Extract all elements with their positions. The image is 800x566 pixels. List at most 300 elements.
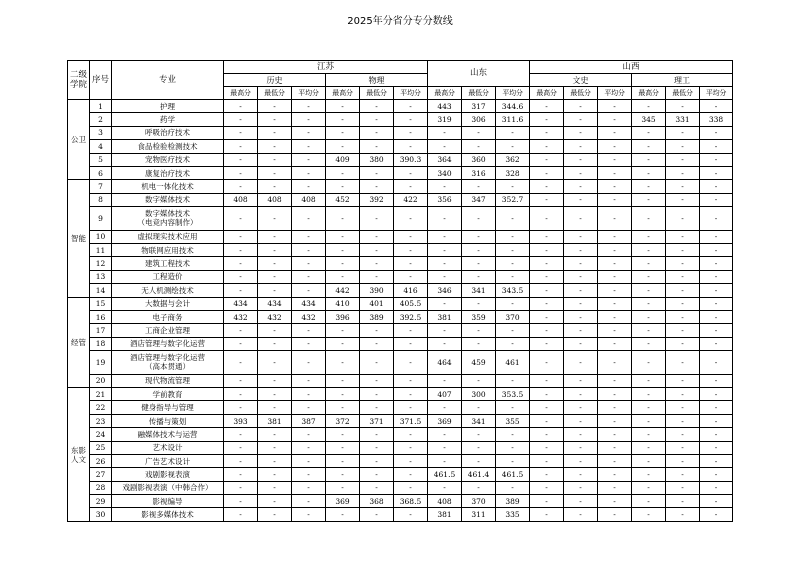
score-cell: - [462, 481, 496, 494]
score-cell: - [564, 388, 598, 401]
score-cell: - [666, 495, 700, 508]
score-cell: - [700, 180, 733, 193]
college-header: 二级 学院 [68, 61, 90, 100]
score-cell: - [666, 284, 700, 297]
score-cell: - [564, 166, 598, 179]
score-cell: - [224, 401, 258, 414]
score-cell: 405.5 [394, 297, 428, 310]
score-cell: - [360, 126, 394, 139]
score-cell: - [292, 374, 326, 387]
score-cell: - [292, 207, 326, 231]
score-cell: - [258, 454, 292, 467]
seq-cell: 4 [90, 140, 112, 153]
score-cell: - [394, 270, 428, 283]
major-cell: 数字媒体技术 [112, 193, 224, 206]
score-cell: 392 [360, 193, 394, 206]
score-cell: - [326, 140, 360, 153]
score-cell: - [700, 153, 733, 166]
major-cell: 大数据与会计 [112, 297, 224, 310]
score-cell: - [666, 153, 700, 166]
score-cell: - [598, 310, 632, 323]
metric-header: 平均分 [598, 87, 632, 100]
score-cell: - [564, 257, 598, 270]
seq-cell: 18 [90, 337, 112, 350]
score-cell: - [224, 481, 258, 494]
score-cell: - [666, 454, 700, 467]
metric-header: 最低分 [666, 87, 700, 100]
score-cell: 381 [258, 414, 292, 427]
score-cell: - [496, 230, 530, 243]
score-cell: - [258, 270, 292, 283]
score-cell: - [224, 100, 258, 113]
score-cell: - [666, 126, 700, 139]
score-cell: - [428, 270, 462, 283]
major-cell: 学前教育 [112, 388, 224, 401]
score-cell: - [292, 244, 326, 257]
table-row [68, 140, 733, 153]
score-cell: - [258, 257, 292, 270]
score-cell: - [224, 495, 258, 508]
score-cell: - [700, 441, 733, 454]
score-cell: - [394, 441, 428, 454]
score-cell: 370 [462, 495, 496, 508]
table-row [68, 126, 733, 139]
score-cell: - [394, 401, 428, 414]
score-cell: 338 [700, 113, 733, 126]
metric-header: 平均分 [496, 87, 530, 100]
score-cell: - [564, 270, 598, 283]
score-cell: - [292, 324, 326, 337]
score-cell: - [700, 284, 733, 297]
metric-header: 最高分 [224, 87, 258, 100]
score-cell: - [224, 230, 258, 243]
score-cell: - [428, 481, 462, 494]
table-row [68, 297, 733, 310]
score-cell: - [666, 230, 700, 243]
score-cell: - [598, 257, 632, 270]
score-cell: - [326, 207, 360, 231]
score-cell: 341 [462, 284, 496, 297]
score-cell: - [224, 140, 258, 153]
score-cell: - [666, 414, 700, 427]
score-cell: 409 [326, 153, 360, 166]
table-row [68, 388, 733, 401]
score-cell: - [428, 207, 462, 231]
score-cell: - [632, 468, 666, 481]
subject-group-header: 物理 [326, 74, 428, 87]
score-cell: - [394, 230, 428, 243]
table-row [68, 180, 733, 193]
score-cell: - [258, 495, 292, 508]
score-cell: - [224, 374, 258, 387]
table-row [68, 414, 733, 427]
score-cell: - [666, 468, 700, 481]
score-cell: - [598, 414, 632, 427]
score-cell: 356 [428, 193, 462, 206]
score-cell: - [700, 428, 733, 441]
score-cell: 422 [394, 193, 428, 206]
score-cell: - [258, 153, 292, 166]
seq-cell: 1 [90, 100, 112, 113]
score-cell: - [700, 230, 733, 243]
subject-group-header: 文史 [530, 74, 632, 87]
college-cell: 经管 [68, 297, 90, 388]
major-cell: 工程造价 [112, 270, 224, 283]
score-cell: 390.3 [394, 153, 428, 166]
score-cell: - [292, 126, 326, 139]
major-cell: 酒店管理与数字化运营 [112, 337, 224, 350]
score-cell: - [360, 113, 394, 126]
score-cell: - [564, 230, 598, 243]
score-cell: - [360, 244, 394, 257]
score-cell: - [496, 374, 530, 387]
score-cell: 392.5 [394, 310, 428, 323]
score-cell: - [292, 100, 326, 113]
score-cell: - [224, 244, 258, 257]
table-row [68, 284, 733, 297]
score-cell: - [224, 207, 258, 231]
score-cell: 434 [258, 297, 292, 310]
score-cell: - [564, 244, 598, 257]
major-cell: 戏剧影视表演（中韩合作） [112, 481, 224, 494]
major-cell: 影视多媒体技术 [112, 508, 224, 522]
score-cell: - [326, 270, 360, 283]
seq-cell: 6 [90, 166, 112, 179]
score-cell: - [598, 297, 632, 310]
score-cell: - [530, 100, 564, 113]
score-cell: 306 [462, 113, 496, 126]
major-cell: 现代物流管理 [112, 374, 224, 387]
score-cell: - [530, 388, 564, 401]
score-cell: - [564, 153, 598, 166]
major-cell: 药学 [112, 113, 224, 126]
score-cell: - [632, 126, 666, 139]
score-cell: - [428, 230, 462, 243]
score-cell: - [462, 244, 496, 257]
seq-cell: 26 [90, 454, 112, 467]
score-cell: - [428, 374, 462, 387]
score-cell: - [292, 257, 326, 270]
major-header: 专业 [112, 61, 224, 100]
score-cell: 372 [326, 414, 360, 427]
major-cell: 戏剧影视表演 [112, 468, 224, 481]
score-cell: - [258, 126, 292, 139]
score-cell: - [360, 166, 394, 179]
score-cell: 362 [496, 153, 530, 166]
score-cell: - [462, 454, 496, 467]
score-cell: - [326, 468, 360, 481]
score-cell: - [632, 388, 666, 401]
score-cell: 368.5 [394, 495, 428, 508]
metric-header: 平均分 [292, 87, 326, 100]
score-cell: 352.7 [496, 193, 530, 206]
seq-cell: 23 [90, 414, 112, 427]
score-cell: - [564, 324, 598, 337]
score-cell: 416 [394, 284, 428, 297]
table-row [68, 230, 733, 243]
score-cell: 369 [326, 495, 360, 508]
score-cell: - [428, 257, 462, 270]
score-cell: - [428, 324, 462, 337]
table-row [68, 441, 733, 454]
score-cell: 371 [360, 414, 394, 427]
score-cell: - [360, 441, 394, 454]
table-row [68, 257, 733, 270]
major-cell: 数字媒体技术 （电竞内容制作） [112, 207, 224, 231]
score-cell: - [564, 508, 598, 522]
score-cell: - [700, 126, 733, 139]
score-cell: - [496, 324, 530, 337]
score-cell: - [326, 388, 360, 401]
score-cell: 389 [360, 310, 394, 323]
table-row [68, 374, 733, 387]
score-cell: - [632, 257, 666, 270]
score-cell: - [530, 140, 564, 153]
score-cell: - [496, 454, 530, 467]
score-cell: 408 [292, 193, 326, 206]
score-cell: - [666, 100, 700, 113]
table-row [68, 401, 733, 414]
score-cell: - [700, 100, 733, 113]
score-cell: - [326, 126, 360, 139]
score-cell: 393 [224, 414, 258, 427]
score-cell: - [700, 257, 733, 270]
table-row [68, 495, 733, 508]
major-cell: 食品检验检测技术 [112, 140, 224, 153]
score-cell: - [394, 454, 428, 467]
score-cell: - [564, 401, 598, 414]
major-cell: 呼吸治疗技术 [112, 126, 224, 139]
score-cell: - [326, 113, 360, 126]
major-cell: 建筑工程技术 [112, 257, 224, 270]
score-cell: - [292, 454, 326, 467]
score-cell: - [292, 270, 326, 283]
score-cell: - [632, 166, 666, 179]
table-row [68, 244, 733, 257]
score-cell: - [632, 207, 666, 231]
score-cell: 346 [428, 284, 462, 297]
score-cell: - [394, 113, 428, 126]
seq-cell: 13 [90, 270, 112, 283]
score-cell: - [632, 244, 666, 257]
seq-cell: 9 [90, 207, 112, 231]
seq-cell: 25 [90, 441, 112, 454]
score-cell: - [598, 100, 632, 113]
score-cell: - [428, 126, 462, 139]
score-cell: - [564, 126, 598, 139]
score-cell: - [496, 126, 530, 139]
score-cell: - [700, 454, 733, 467]
seq-cell: 8 [90, 193, 112, 206]
score-cell: - [224, 324, 258, 337]
score-cell: - [394, 374, 428, 387]
table-row [68, 454, 733, 467]
score-cell: - [598, 454, 632, 467]
score-cell: 360 [462, 153, 496, 166]
metric-header: 最低分 [258, 87, 292, 100]
score-cell: - [666, 244, 700, 257]
score-cell: 432 [224, 310, 258, 323]
score-cell: - [292, 508, 326, 522]
score-cell: - [700, 193, 733, 206]
seq-cell: 2 [90, 113, 112, 126]
table-row [68, 337, 733, 350]
score-cell: - [700, 374, 733, 387]
score-cell: - [258, 284, 292, 297]
score-cell: - [700, 207, 733, 231]
score-cell: - [632, 414, 666, 427]
score-cell: 410 [326, 297, 360, 310]
score-cell: 387 [292, 414, 326, 427]
score-cell: - [360, 468, 394, 481]
score-cell: - [292, 351, 326, 375]
score-cell: - [258, 166, 292, 179]
score-cell: - [564, 140, 598, 153]
major-cell: 康复治疗技术 [112, 166, 224, 179]
score-cell: - [598, 401, 632, 414]
score-cell: - [258, 180, 292, 193]
major-cell: 物联网应用技术 [112, 244, 224, 257]
score-cell: - [326, 244, 360, 257]
score-cell: - [292, 113, 326, 126]
score-cell: - [326, 230, 360, 243]
score-cell: - [258, 468, 292, 481]
seq-cell: 15 [90, 297, 112, 310]
score-cell: - [530, 113, 564, 126]
major-cell: 传播与策划 [112, 414, 224, 427]
major-cell: 健身指导与管理 [112, 401, 224, 414]
score-cell: - [258, 428, 292, 441]
score-cell: 461.5 [428, 468, 462, 481]
score-cell: - [394, 166, 428, 179]
score-cell: - [564, 454, 598, 467]
score-cell: - [394, 100, 428, 113]
major-cell: 虚拟现实技术应用 [112, 230, 224, 243]
score-cell: - [564, 414, 598, 427]
score-cell: - [394, 337, 428, 350]
major-cell: 工商企业管理 [112, 324, 224, 337]
score-cell: - [700, 166, 733, 179]
score-cell: - [666, 441, 700, 454]
score-cell: 364 [428, 153, 462, 166]
table-row [68, 324, 733, 337]
score-cell: - [666, 310, 700, 323]
score-cell: - [496, 180, 530, 193]
seq-cell: 11 [90, 244, 112, 257]
score-cell: - [632, 284, 666, 297]
score-cell: - [394, 324, 428, 337]
table-row [68, 468, 733, 481]
score-cell: - [700, 140, 733, 153]
page-title: 2025年分省分专分数线 [347, 16, 453, 27]
table-row [68, 508, 733, 522]
province-header: 山东 [428, 61, 530, 87]
score-cell: - [462, 401, 496, 414]
score-cell: - [666, 401, 700, 414]
table-row [68, 481, 733, 494]
score-cell: - [360, 351, 394, 375]
score-cell: - [598, 180, 632, 193]
score-cell: - [394, 257, 428, 270]
score-cell: - [462, 297, 496, 310]
score-cell: - [666, 193, 700, 206]
metric-header: 最高分 [428, 87, 462, 100]
score-cell: - [224, 337, 258, 350]
score-cell: - [632, 428, 666, 441]
province-header: 山西 [530, 61, 733, 74]
score-cell: - [564, 428, 598, 441]
score-cell: - [360, 388, 394, 401]
score-cell: - [360, 337, 394, 350]
score-cell: - [666, 207, 700, 231]
score-cell: - [224, 153, 258, 166]
score-cell: - [632, 324, 666, 337]
major-cell: 机电一体化技术 [112, 180, 224, 193]
score-cell: - [258, 401, 292, 414]
score-cell: - [530, 230, 564, 243]
score-cell: 311.6 [496, 113, 530, 126]
score-cell: - [632, 230, 666, 243]
score-cell: - [632, 100, 666, 113]
score-cell: - [564, 495, 598, 508]
score-cell: 390 [360, 284, 394, 297]
score-cell: - [462, 270, 496, 283]
score-cell: - [598, 468, 632, 481]
table-row [68, 310, 733, 323]
score-cell: - [360, 100, 394, 113]
score-cell: 442 [326, 284, 360, 297]
score-cell: - [360, 508, 394, 522]
score-cell: - [462, 126, 496, 139]
score-cell: - [666, 388, 700, 401]
score-cell: - [530, 153, 564, 166]
score-cell: - [258, 388, 292, 401]
score-cell: - [360, 270, 394, 283]
score-cell: 331 [666, 113, 700, 126]
score-cell: - [224, 113, 258, 126]
seq-header: 序号 [90, 61, 112, 100]
score-cell: 407 [428, 388, 462, 401]
score-cell: - [666, 481, 700, 494]
score-cell: 408 [224, 193, 258, 206]
score-cell: - [360, 428, 394, 441]
score-cell: 459 [462, 351, 496, 375]
score-cell: - [632, 310, 666, 323]
score-cell: - [258, 230, 292, 243]
score-cell: - [496, 297, 530, 310]
score-cell: - [292, 441, 326, 454]
score-cell: - [360, 481, 394, 494]
score-cell: - [598, 508, 632, 522]
score-cell: - [258, 374, 292, 387]
score-cell: 380 [360, 153, 394, 166]
major-cell: 电子商务 [112, 310, 224, 323]
score-cell: - [598, 230, 632, 243]
score-cell: - [598, 166, 632, 179]
score-cell: - [564, 337, 598, 350]
score-cell: - [326, 441, 360, 454]
score-cell: - [462, 180, 496, 193]
score-cell: 401 [360, 297, 394, 310]
score-cell: - [666, 180, 700, 193]
score-cell: - [462, 140, 496, 153]
score-cell: - [258, 244, 292, 257]
score-cell: - [530, 414, 564, 427]
score-cell: 434 [224, 297, 258, 310]
score-cell: - [292, 230, 326, 243]
score-cell: - [632, 401, 666, 414]
score-cell: - [462, 441, 496, 454]
